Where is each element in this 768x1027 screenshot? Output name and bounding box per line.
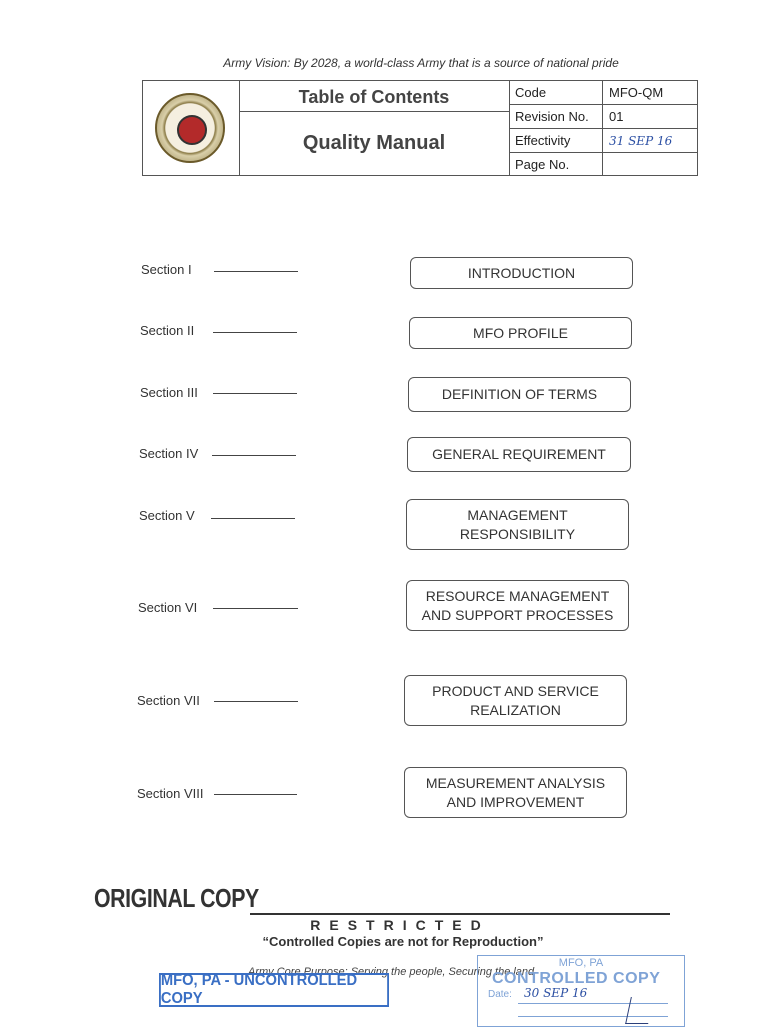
toc-leader-line xyxy=(214,794,297,795)
toc-entry-title-line: REALIZATION xyxy=(470,701,561,718)
document-title: Quality Manual xyxy=(302,132,446,154)
meta-value-handwritten: 31 SEP 16 xyxy=(609,134,673,148)
toc-section-label: Section IV xyxy=(139,446,199,461)
controlled-copy-stamp xyxy=(477,955,685,1027)
toc-leader-line xyxy=(213,332,297,333)
toc-entry-title-line: RESOURCE MANAGEMENT xyxy=(425,587,610,604)
meta-label: Revision No. xyxy=(509,105,603,128)
toc-entry-definition-of-terms[interactable] xyxy=(408,377,631,412)
document-header-table xyxy=(142,80,698,176)
army-core-purpose-text: Army Core Purpose: Serving the people, Securing the land xyxy=(248,966,535,978)
toc-section-label: Section VI xyxy=(138,600,198,615)
toc-entry-mfo-profile[interactable] xyxy=(409,317,632,349)
signature-mark xyxy=(625,997,654,1024)
toc-entry-management-responsibility[interactable] xyxy=(406,499,629,550)
toc-entry-title-line: AND SUPPORT PROCESSES xyxy=(421,606,614,623)
restricted-label: RESTRICTED xyxy=(310,917,490,933)
toc-leader-line xyxy=(214,271,298,272)
toc-section-label: Section V xyxy=(139,508,195,523)
toc-entry-resource-management[interactable] xyxy=(406,580,629,631)
toc-entry-title: MFO PROFILE xyxy=(473,324,568,341)
meta-row-effectivity xyxy=(509,129,697,153)
meta-label: Page No. xyxy=(509,153,603,176)
toc-entry-title-line: RESPONSIBILITY xyxy=(459,525,576,542)
meta-label: Code xyxy=(509,81,603,104)
toc-entry-title: DEFINITION OF TERMS xyxy=(441,386,598,402)
document-meta xyxy=(509,81,697,175)
toc-entry-title: INTRODUCTION xyxy=(467,264,576,281)
toc-section-label: Section I xyxy=(141,262,192,277)
toc-leader-line xyxy=(214,701,298,702)
stamp-org: MFO, PA xyxy=(558,957,604,969)
toc-entry-measurement-analysis[interactable] xyxy=(404,767,627,818)
toc-section-label: Section VII xyxy=(137,693,200,708)
original-copy-stamp: ORIGINAL COPY xyxy=(94,883,259,913)
meta-value: MFO-QM xyxy=(609,85,664,100)
toc-section-label: Section VIII xyxy=(137,786,204,801)
meta-row-code xyxy=(509,81,697,105)
stamp-controlled-text: CONTROLLED COPY xyxy=(492,970,661,987)
toc-entry-title: GENERAL REQUIREMENT xyxy=(432,446,606,462)
footer-divider xyxy=(250,913,670,915)
toc-entry-general-requirement[interactable] xyxy=(407,437,631,472)
army-seal-icon xyxy=(155,93,225,163)
controlled-copies-note: “Controlled Copies are not for Reproduction” xyxy=(262,934,544,949)
meta-value: 01 xyxy=(609,109,624,124)
stamp-date-label: Date: xyxy=(488,989,512,1000)
toc-entry-product-and-service-realization[interactable] xyxy=(404,675,627,726)
army-vision-text: Army Vision: By 2028, a world-class Army that is a source of national pride xyxy=(223,56,619,70)
uncontrolled-stamp-text: MFO, PA - UNCONTROLLED COPY xyxy=(160,972,358,1007)
meta-row-revision xyxy=(509,105,697,129)
meta-row-page xyxy=(509,153,697,176)
toc-entry-introduction[interactable] xyxy=(410,257,633,289)
toc-entry-title-line: MANAGEMENT xyxy=(467,506,568,523)
toc-leader-line xyxy=(211,518,295,519)
toc-leader-line xyxy=(212,455,296,456)
seal-center-emblem xyxy=(177,115,207,145)
logo-cell xyxy=(143,81,240,175)
toc-leader-line xyxy=(213,393,297,394)
meta-label: Effectivity xyxy=(509,129,603,152)
document-type-title: Table of Contents xyxy=(239,81,509,112)
toc-entry-title-line: MEASUREMENT ANALYSIS xyxy=(425,774,606,791)
toc-leader-line xyxy=(213,608,298,609)
toc-entry-title-line: PRODUCT AND SERVICE xyxy=(432,682,599,699)
toc-entry-title-line: AND IMPROVEMENT xyxy=(446,793,585,810)
toc-section-label: Section III xyxy=(140,385,198,400)
stamp-date-value: 30 SEP 16 xyxy=(524,986,588,1000)
uncontrolled-copy-stamp xyxy=(159,973,389,1007)
toc-section-label: Section II xyxy=(140,323,195,338)
title-cell xyxy=(239,81,510,175)
